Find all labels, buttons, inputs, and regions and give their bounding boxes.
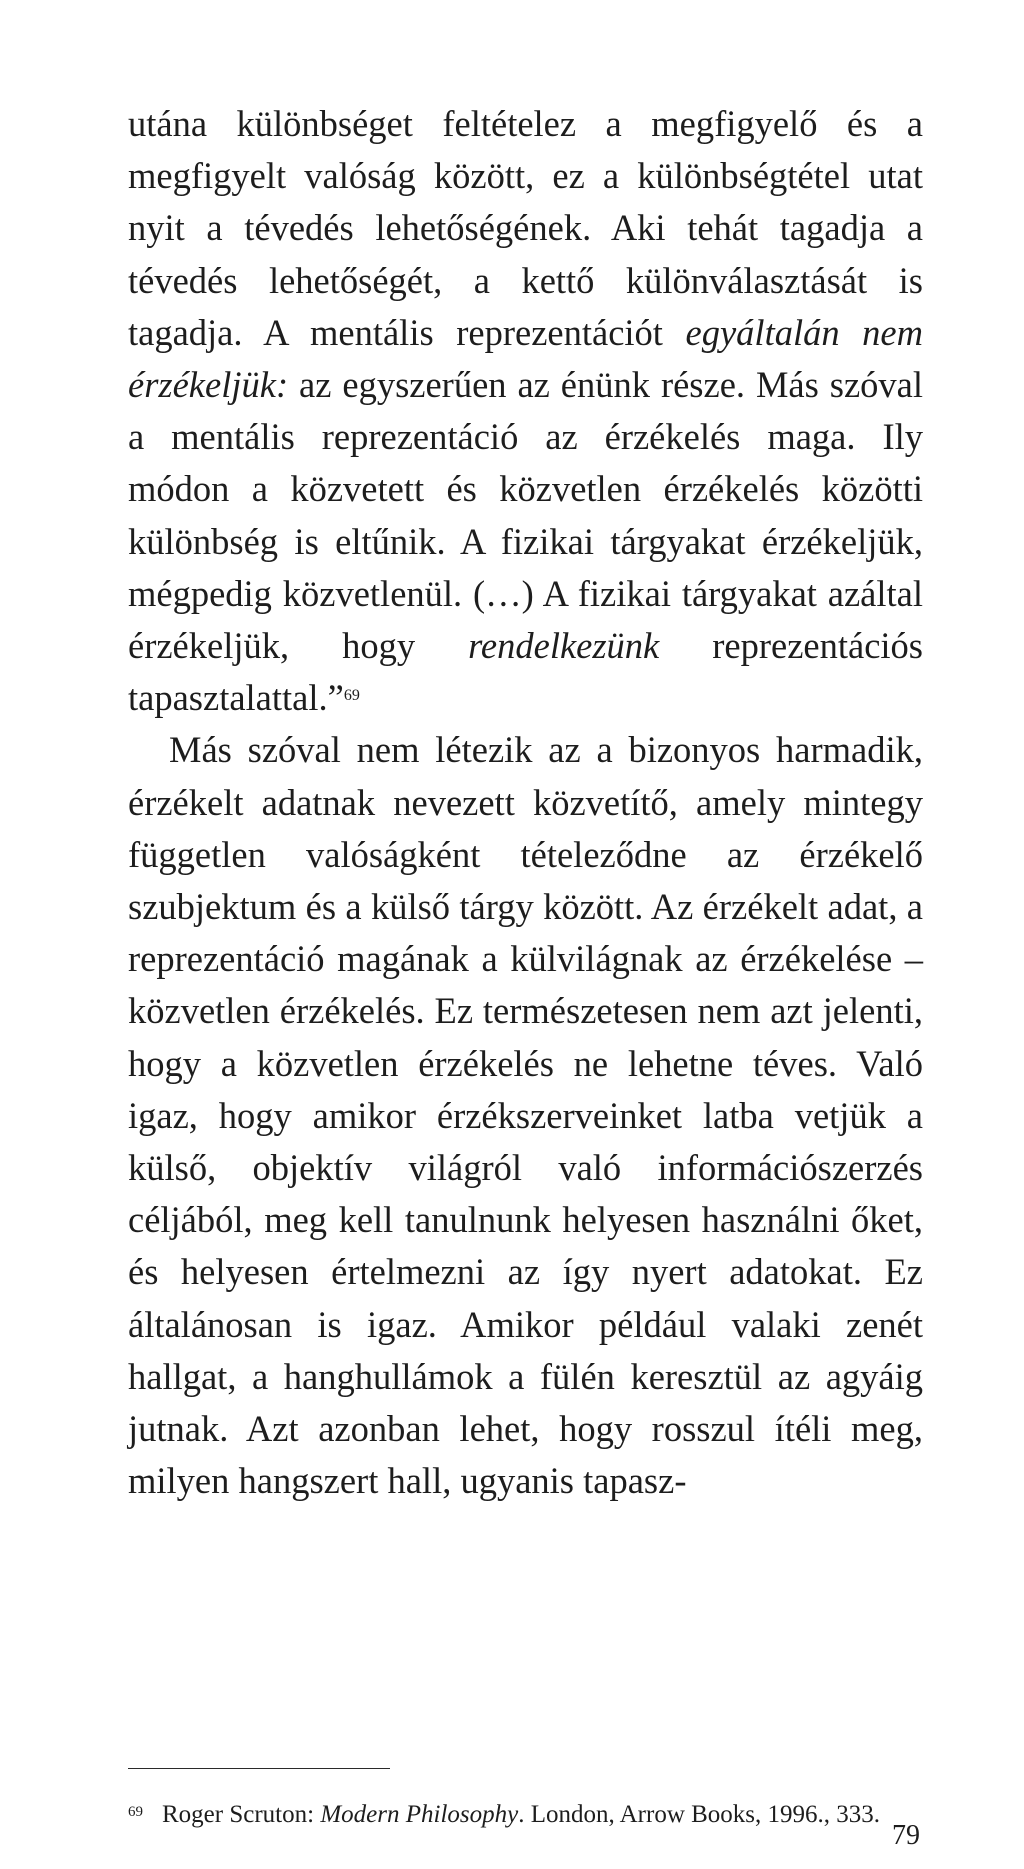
main-text [128,98,923,1507]
footnote-body [162,1796,919,1833]
paragraph-2: Más szóval nem létezik az a bizonyos harmadik, érzékelt adatnak nevezett közvetítő, amely mintegy független valóságként tételeződne az érzékelő szubjektum és a külső tárgy között. Az érzékelt adat, a reprezentáció magának a külvilágnak az érzékelése – közvetlen érzékelés. Ez természetesen nem azt jelenti, hogy a közvetlen érzékelés ne lehetne téves. Való igaz, hogy amikor érzékszerveinket latba vetjük a külső, objektív világról való információszerzés céljából, meg kell tanulnunk helyesen használni őket, és helyesen értelmezni az így nyert adatokat. Ez általánosan is igaz. Amikor például valaki zenét hallgat, a hanghullámok a fülén keresztül az agyáig jutnak. Azt azonban lehet, hogy rosszul ítéli meg, milyen hangszert hall, ugyanis tapasz- [128,729,923,1502]
paragraph-1-text-b: az egyszerűen az énünk része. Más szóval a mentális reprezentáció az érzékelés maga. Ily módon a közvetett és közvetlen érzékelés közötti különbség is eltűnik. A fizikai tárgyakat érzékeljük, mégpedig közvetlenül. (…) A fizikai tárgyakat azáltal érzékeljük, hogy [128,364,923,667]
paragraph-1-emphasis-2: rendelkezünk [468,625,660,667]
footnote-reference: 69 [343,687,360,705]
paragraph-1-emphasis-1: egyáltalán nem érzékeljük: [128,311,923,406]
footnote-author: Roger Scruton: [162,1801,321,1828]
paragraph-1-text-c: reprezentációs tapasztalattal.” [128,625,923,719]
page-number: 79 [892,1820,920,1851]
footnote-rest: . London, Arrow Books, 1996., 333. [518,1801,881,1828]
footnote [128,1796,923,1833]
paragraph-1-text-a: utána különbséget feltételez a megfigyelő és a megfigyelt valóság között, ez a különbségtétel utat nyit a tévedés lehetőségének. Aki tehát tagadja a tévedés lehetőségét, a kettő különválasztását is tagadja. A mentális reprezentációt [128,103,923,353]
paragraph-continued [128,98,923,724]
footnote-number: 69 [128,1804,143,1820]
footnote-separator [128,1768,390,1769]
footnote-title: Modern Philosophy [320,1801,519,1828]
